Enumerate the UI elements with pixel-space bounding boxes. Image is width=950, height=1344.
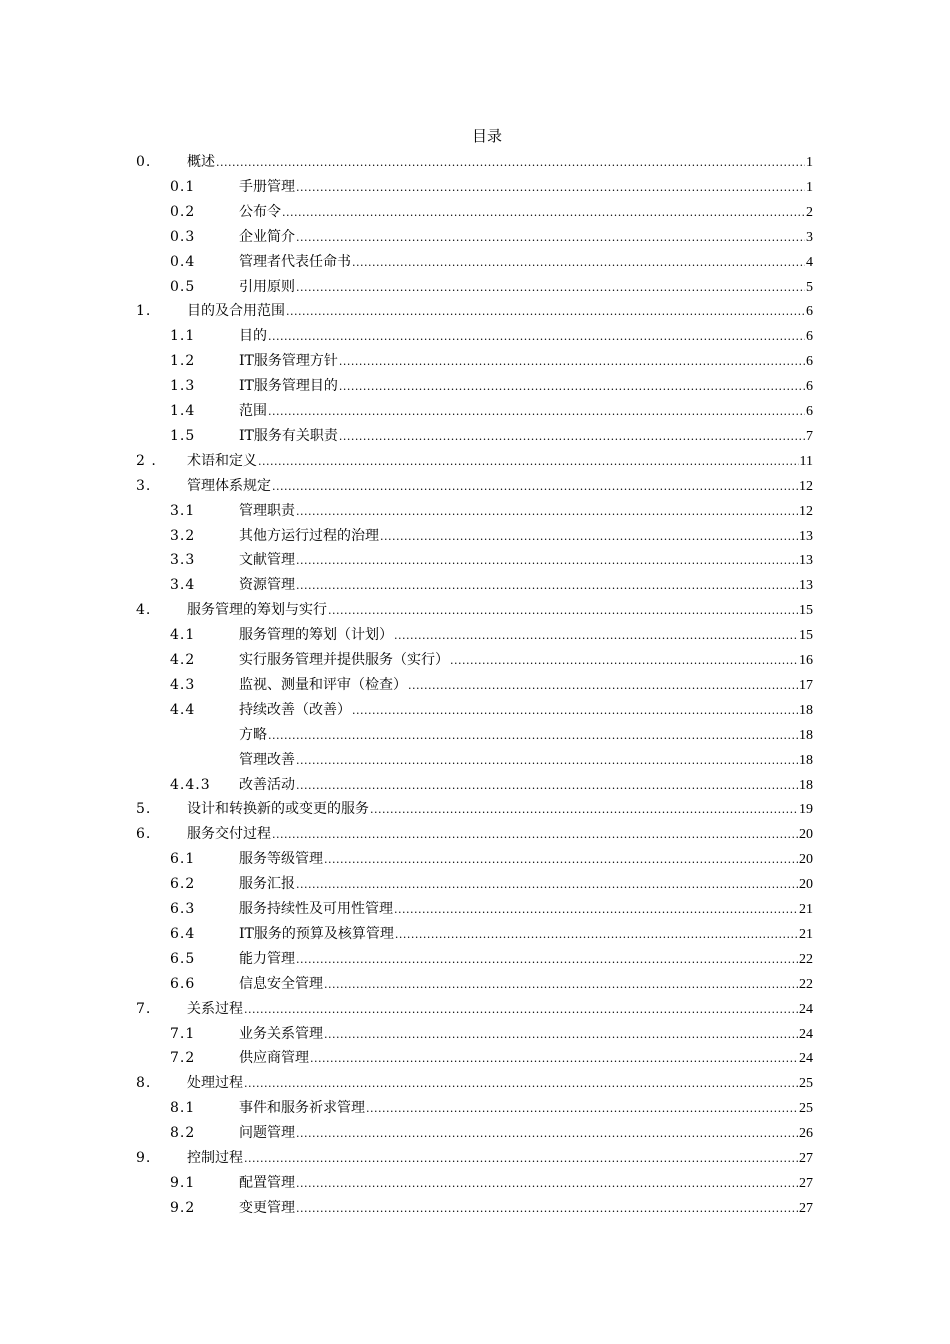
toc-entry[interactable] (0, 623, 950, 648)
dot-leader (370, 801, 798, 819)
toc-entry-page-number: 18 (799, 752, 813, 768)
dot-leader (296, 951, 798, 969)
toc-entry-label: 管理者代表任命书 (239, 253, 351, 270)
toc-entry[interactable] (0, 324, 950, 349)
toc-entry-label: IT服务管理方针 (239, 353, 338, 370)
toc-entry-line (187, 1000, 813, 1019)
toc-entry[interactable] (0, 872, 950, 897)
toc-entry-page-number: 16 (799, 653, 813, 668)
toc-entry-line (239, 253, 813, 272)
toc-entry-label: 概述 (187, 154, 215, 170)
toc-entry[interactable] (0, 673, 950, 698)
toc-entry-number: 9.1 (170, 1174, 196, 1191)
toc-entry[interactable] (0, 922, 950, 947)
toc-entry-number: 4.1 (170, 627, 196, 644)
dot-leader (286, 303, 805, 321)
toc-entry-line (239, 875, 813, 894)
toc-entry-number: 3.1 (170, 502, 196, 519)
dot-leader (310, 1050, 798, 1068)
toc-entry-line (187, 601, 813, 620)
dot-leader (296, 179, 805, 197)
toc-entry[interactable] (0, 399, 950, 424)
toc-entry-label: 服务交付过程 (187, 826, 271, 843)
toc-entry-number: 6.6 (170, 975, 196, 992)
toc-entry-number: 6.2 (170, 876, 196, 893)
dot-leader (408, 677, 798, 695)
toc-entry-label: 方略 (239, 726, 267, 743)
toc-entry-label: 服务管理的筹划（计划） (239, 627, 393, 644)
toc-entry-line (239, 950, 813, 969)
toc-entry-label: 目的及合用范围 (187, 303, 285, 320)
toc-entry[interactable] (0, 847, 950, 872)
toc-entry[interactable] (0, 1096, 950, 1121)
dot-leader (352, 702, 798, 720)
dot-leader (296, 876, 798, 894)
toc-entry-number: 4.4.3 (170, 776, 211, 793)
toc-entry-label: 关系过程 (187, 1000, 243, 1017)
toc-entry-page-number: 15 (799, 628, 813, 644)
dot-leader (296, 229, 805, 247)
toc-entry[interactable] (0, 150, 950, 175)
toc-entry[interactable] (0, 225, 950, 250)
toc-entry-label: 能力管理 (239, 950, 295, 967)
toc-entry[interactable] (0, 723, 950, 748)
toc-entry-page-number: 22 (799, 951, 813, 967)
toc-entry-page-number: 27 (799, 1175, 813, 1191)
toc-entry-line (239, 776, 813, 795)
toc-entry-page-number: 6 (806, 354, 813, 370)
toc-entry-line (239, 1199, 813, 1218)
toc-entry-line (239, 327, 813, 346)
toc-entry-page-number: 24 (799, 1001, 813, 1017)
toc-entry-number: 1.4 (170, 403, 196, 419)
dot-leader (352, 254, 805, 272)
dot-leader (268, 727, 798, 745)
toc-entry-page-number: 25 (799, 1101, 813, 1117)
toc-entry-line (239, 850, 813, 869)
toc-entry[interactable] (0, 797, 950, 822)
toc-entry[interactable] (0, 773, 950, 798)
toc-entry-line (239, 751, 813, 770)
toc-entry-page-number: 15 (799, 603, 813, 619)
toc-entry-number: 7. (136, 1000, 152, 1017)
toc-entry-line (239, 1174, 813, 1193)
toc-entry-line (187, 302, 813, 321)
toc-entry-number: 0.4 (170, 253, 196, 270)
dot-leader (296, 777, 798, 795)
toc-entry-page-number: 24 (799, 1026, 813, 1042)
dot-leader (296, 503, 798, 521)
toc-entry-label: IT服务有关职责 (239, 427, 338, 444)
dot-leader (244, 1075, 798, 1093)
toc-entry-page-number: 21 (799, 902, 813, 917)
toc-entry-page-number: 3 (806, 229, 813, 245)
dot-leader (296, 552, 798, 570)
toc-entry-page-number: 11 (799, 453, 813, 469)
toc-entry[interactable] (0, 897, 950, 922)
dot-leader (366, 1100, 798, 1118)
toc-entry-label: 控制过程 (187, 1150, 243, 1166)
toc-entry-page-number: 1 (806, 179, 813, 195)
toc-entry-page-number: 18 (799, 777, 813, 793)
toc-entry-number: 0.2 (170, 203, 196, 220)
toc-entry-label: 信息安全管理 (239, 975, 323, 992)
dot-leader (296, 1175, 798, 1193)
dot-leader (244, 1001, 798, 1019)
dot-leader (394, 901, 798, 919)
dot-leader (339, 428, 805, 446)
toc-entry-line (239, 377, 813, 396)
toc-entry-label: 手册管理 (239, 178, 295, 195)
dot-leader (268, 403, 805, 421)
toc-entry-label: 目的 (239, 328, 267, 345)
toc-entry[interactable] (0, 299, 950, 324)
toc-entry[interactable] (0, 200, 950, 225)
toc-entry[interactable] (0, 997, 950, 1022)
toc-entry-line (239, 701, 813, 720)
toc-entry-label: 事件和服务祈求管理 (239, 1100, 365, 1117)
toc-entry-label: 持续改善（改善） (239, 701, 351, 718)
toc-entry[interactable] (0, 474, 950, 499)
toc-entry-line (239, 178, 813, 197)
toc-entry-label: 实行服务管理并提供服务（实行） (239, 652, 449, 668)
toc-entry-number: 0.1 (170, 178, 196, 195)
toc-entry-page-number: 4 (806, 254, 813, 270)
toc-entry-page-number: 22 (799, 976, 813, 992)
toc-entry-number: 1.2 (170, 353, 196, 370)
toc-entry-number: 8.1 (170, 1100, 196, 1117)
toc-entry-line (239, 1025, 813, 1044)
toc-entry-label: 改善活动 (239, 776, 295, 793)
dot-leader (272, 478, 798, 496)
toc-entry-page-number: 20 (799, 877, 813, 893)
toc-entry-label: 管理改善 (239, 751, 295, 768)
toc-entry-label: 资源管理 (239, 577, 295, 594)
toc-entry-line (239, 1124, 813, 1143)
toc-entry-number: 3.2 (170, 527, 196, 544)
toc-entry-page-number: 13 (799, 553, 813, 569)
toc-entry-number: 5. (136, 801, 152, 818)
toc-entry-number: 1. (136, 303, 152, 320)
dot-leader (268, 328, 805, 346)
toc-entry-number: 4.3 (170, 676, 196, 693)
toc-entry-label: 处理过程 (187, 1075, 243, 1092)
toc-entry-number: 0.5 (170, 278, 196, 295)
toc-entry[interactable] (0, 1171, 950, 1196)
toc-entry-page-number: 17 (799, 677, 813, 693)
toc-entry-number: 1.3 (170, 378, 196, 395)
toc-entry-page-number: 21 (799, 926, 813, 942)
toc-entry-line (187, 477, 813, 496)
toc-entry-line (239, 551, 813, 570)
toc-entry-line (239, 502, 813, 521)
toc-entry-line (239, 527, 813, 546)
toc-entry-page-number: 24 (799, 1051, 813, 1067)
toc-entry-label: 配置管理 (239, 1174, 295, 1191)
toc-entry-line (187, 153, 813, 172)
toc-entry-label: 服务等级管理 (239, 851, 323, 868)
dot-leader (395, 926, 798, 944)
toc-entry-label: 范围 (239, 403, 267, 419)
toc-entry-label: 术语和定义 (187, 452, 257, 469)
toc-entry[interactable] (0, 499, 950, 524)
toc-entry[interactable] (0, 972, 950, 997)
dot-leader (339, 353, 805, 371)
toc-entry[interactable] (0, 524, 950, 549)
toc-entry-page-number: 12 (799, 478, 813, 494)
toc-entry[interactable] (0, 1146, 950, 1171)
toc-entry-line (187, 452, 813, 471)
toc-entry-number: 6.3 (170, 901, 196, 917)
toc-entry-label: 其他方运行过程的治理 (239, 527, 379, 544)
toc-entry-label: 问题管理 (239, 1125, 295, 1142)
toc-entry-label: 监视、测量和评审（检查） (239, 676, 407, 693)
toc-entry-number: 6.1 (170, 851, 196, 868)
dot-leader (380, 528, 798, 546)
toc-entry-page-number: 13 (799, 578, 813, 594)
dot-leader (324, 976, 798, 994)
dot-leader (296, 279, 805, 297)
toc-entry-line (187, 825, 813, 844)
toc-entry-number: 7.1 (170, 1025, 196, 1042)
toc-entry-number: 3.4 (170, 577, 196, 594)
toc-entry-line (239, 925, 813, 944)
toc-entry-page-number: 27 (799, 1200, 813, 1216)
toc-entry-number: 1.5 (170, 427, 196, 444)
toc-entry-number: 3. (136, 477, 152, 494)
toc-entry[interactable] (0, 1071, 950, 1096)
toc-entry[interactable] (0, 449, 950, 474)
dot-leader (324, 851, 798, 869)
toc-entry-label: 业务关系管理 (239, 1025, 323, 1042)
toc-entry-line (187, 800, 813, 819)
toc-entry-line (239, 352, 813, 371)
toc-entry-line (239, 576, 813, 595)
toc-entry[interactable] (0, 1196, 950, 1221)
toc-entry-number: 9. (136, 1150, 152, 1166)
toc-entry-page-number: 27 (799, 1151, 813, 1166)
dot-leader (216, 154, 805, 172)
toc-entry-label: IT服务管理目的 (239, 378, 338, 395)
toc-entry-label: 公布令 (239, 203, 281, 220)
toc-entry[interactable] (0, 573, 950, 598)
toc-entry[interactable] (0, 947, 950, 972)
toc-entry-page-number: 18 (799, 702, 813, 718)
toc-entry-number: 1.1 (170, 328, 196, 345)
toc-entry-number: 6.4 (170, 925, 196, 942)
toc-entry-page-number: 25 (799, 1076, 813, 1092)
dot-leader (394, 627, 798, 645)
toc-entry[interactable] (0, 175, 950, 200)
toc-entry-page-number: 2 (806, 204, 813, 220)
toc-entry-label: IT服务的预算及核算管理 (239, 925, 394, 942)
toc-entry-page-number: 18 (799, 727, 813, 743)
dot-leader (296, 577, 798, 595)
toc-entry-number: 7.2 (170, 1050, 196, 1067)
toc-entry-number: 8.2 (170, 1125, 196, 1142)
toc-entry-label: 引用原则 (239, 278, 295, 295)
dot-leader (339, 378, 805, 396)
toc-entry-page-number: 6 (806, 329, 813, 345)
dot-leader (272, 826, 798, 844)
toc-entry[interactable] (0, 598, 950, 623)
toc-entry[interactable] (0, 1022, 950, 1047)
toc-entry-line (239, 203, 813, 222)
toc-entry[interactable] (0, 1046, 950, 1071)
toc-entry-page-number: 20 (799, 827, 813, 843)
toc-entry-label: 服务管理的筹划与实行 (187, 602, 327, 619)
toc-entry-page-number: 26 (799, 1126, 813, 1142)
toc-entry-page-number: 12 (799, 503, 813, 519)
toc-entry-number: 9.2 (170, 1199, 196, 1216)
dot-leader (282, 204, 805, 222)
toc-entry-line (239, 900, 813, 919)
toc-entry-line (239, 427, 813, 446)
toc-entry[interactable] (0, 424, 950, 449)
toc-entry-label: 设计和转换新的或变更的服务 (187, 801, 369, 818)
toc-entry-number: 2 . (136, 452, 157, 469)
toc-entry-line (239, 676, 813, 695)
toc-entry-line (239, 975, 813, 994)
toc-entry-line (239, 626, 813, 645)
toc-entry-number: 3.3 (170, 552, 196, 569)
toc-entry-label: 服务持续性及可用性管理 (239, 901, 393, 917)
dot-leader (296, 1200, 798, 1218)
toc-entry-page-number: 6 (806, 404, 813, 419)
toc-entry[interactable] (0, 1121, 950, 1146)
toc-entry[interactable] (0, 648, 950, 673)
toc-entry-line (239, 228, 813, 247)
toc-entry-page-number: 13 (799, 528, 813, 544)
toc-entry-label: 供应商管理 (239, 1050, 309, 1067)
dot-leader (244, 1150, 798, 1168)
toc-entry-label: 企业简介 (239, 228, 295, 245)
toc-entry[interactable] (0, 698, 950, 723)
toc-entry-label: 变更管理 (239, 1199, 295, 1216)
toc-entry-number: 0. (136, 154, 152, 170)
toc-entry-line (187, 1074, 813, 1093)
toc-entry-page-number: 6 (806, 304, 813, 320)
toc-entry[interactable] (0, 748, 950, 773)
toc-entry[interactable] (0, 548, 950, 573)
toc-entry-page-number: 20 (799, 852, 813, 868)
toc-entry-number: 0.3 (170, 228, 196, 245)
dot-leader (296, 752, 798, 770)
toc-entry-line (239, 726, 813, 745)
toc-entry-page-number: 7 (806, 428, 813, 444)
dot-leader (258, 453, 799, 471)
toc-entry-number: 6. (136, 826, 152, 843)
toc-entry-label: 服务汇报 (239, 876, 295, 893)
toc-entry[interactable] (0, 275, 950, 300)
toc-entry[interactable] (0, 822, 950, 847)
dot-leader (328, 602, 798, 620)
toc-entry-line (239, 651, 813, 670)
toc-entry-label: 文献管理 (239, 552, 295, 569)
toc-entry-page-number: 19 (799, 802, 813, 818)
toc-entry-number: 4. (136, 602, 152, 619)
toc-entry-page-number: 5 (806, 279, 813, 295)
toc-entry-label: 管理体系规定 (187, 477, 271, 494)
toc-entry[interactable] (0, 250, 950, 275)
toc-entry-page-number: 6 (806, 379, 813, 395)
toc-entry[interactable] (0, 374, 950, 399)
toc-title: 目录 (471, 127, 502, 145)
toc-entry-line (187, 1149, 813, 1168)
toc-entry-number: 4.4 (170, 701, 196, 718)
toc-entry-line (239, 278, 813, 297)
toc-entry-number: 4.2 (170, 652, 196, 668)
dot-leader (296, 1125, 798, 1143)
toc-entry[interactable] (0, 349, 950, 374)
toc-entry-line (239, 1049, 813, 1068)
toc-entry-line (239, 402, 813, 421)
toc-entry-page-number: 1 (806, 155, 813, 170)
dot-leader (324, 1026, 798, 1044)
toc-entry-number: 6.5 (170, 950, 196, 967)
toc-entry-line (239, 1099, 813, 1118)
toc-entry-label: 管理职责 (239, 502, 295, 519)
toc-entry-number: 8. (136, 1075, 152, 1092)
dot-leader (450, 652, 798, 670)
